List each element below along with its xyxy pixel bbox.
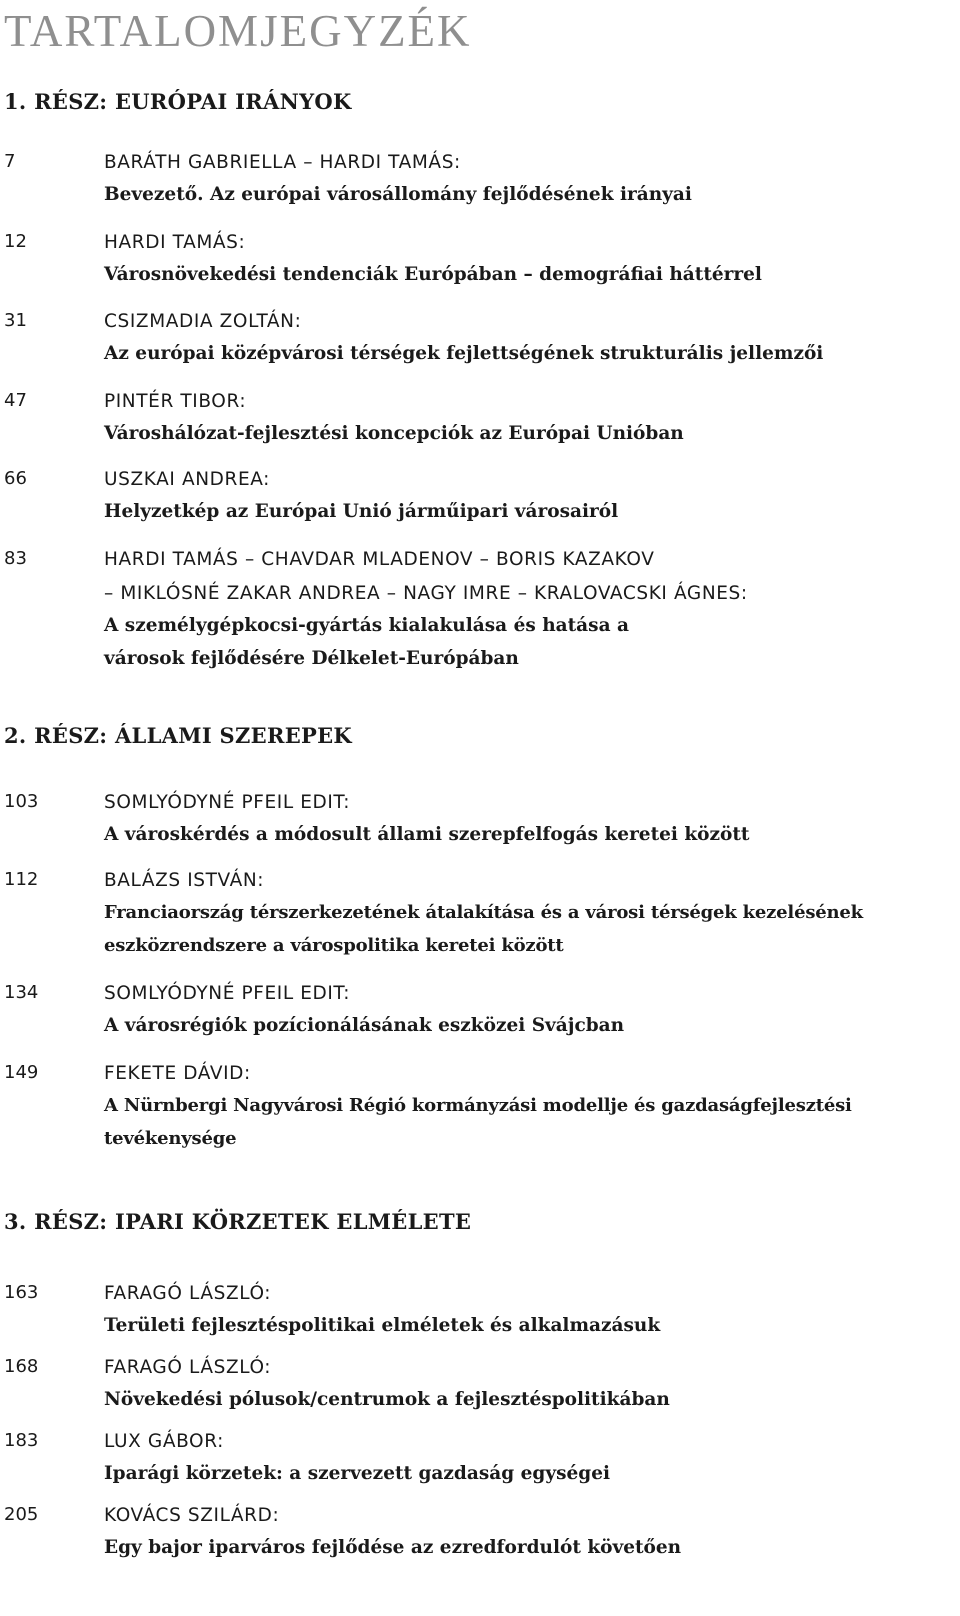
page-number: 168	[4, 1356, 39, 1377]
page-number: 112	[4, 869, 39, 890]
entry-authors: FARAGÓ LÁSZLÓ:	[104, 1283, 272, 1304]
entry-authors: HARDI TAMÁS:	[104, 232, 246, 253]
page-number: 163	[4, 1282, 39, 1303]
page-number: 103	[4, 791, 39, 812]
entry-title: Egy bajor iparváros fejlődése az ezredfordulót követően	[104, 1537, 682, 1558]
entry-title: Városhálózat-fejlesztési koncepciók az Európai Unióban	[104, 423, 684, 444]
entry-authors: KOVÁCS SZILÁRD:	[104, 1505, 280, 1526]
entry-title: Növekedési pólusok/centrumok a fejlesztéspolitikában	[104, 1389, 670, 1410]
entry-title: A városkérdés a módosult állami szerepfelfogás keretei között	[104, 824, 750, 845]
entry-authors: HARDI TAMÁS – CHAVDAR MLADENOV – BORIS KAZAKOV – MIKLÓSNÉ ZAKAR ANDREA – NAGY IMRE – KRALOVACSKI ÁGNES:	[104, 549, 748, 604]
entry-title: Franciaország térszerkezetének átalakítása és a városi térségek kezelésének eszközrendszere a várospolitika keretei között	[104, 902, 863, 956]
entry-title: Területi fejlesztéspolitikai elméletek és alkalmazásuk	[104, 1315, 661, 1336]
entry-title: Az európai középvárosi térségek fejlettségének strukturális jellemzői	[104, 343, 824, 364]
entry-title: A városrégiók pozícionálásának eszközei Svájcban	[104, 1015, 625, 1036]
page-number: 12	[4, 231, 27, 252]
page-number: 47	[4, 390, 27, 411]
part-heading-2: 2. RÉSZ: ÁLLAMI SZEREPEK	[4, 723, 352, 748]
page-number: 205	[4, 1504, 39, 1525]
page-number: 183	[4, 1430, 39, 1451]
page-number: 31	[4, 310, 27, 331]
entry-authors: USZKAI ANDREA:	[104, 469, 271, 490]
entry-authors: PINTÉR TIBOR:	[104, 391, 247, 412]
entry-authors: BARÁTH GABRIELLA – HARDI TAMÁS:	[104, 152, 461, 173]
part-heading-1: 1. RÉSZ: EURÓPAI IRÁNYOK	[4, 89, 352, 114]
entry-authors: SOMLYÓDYNÉ PFEIL EDIT:	[104, 792, 351, 813]
entry-authors: FARAGÓ LÁSZLÓ:	[104, 1357, 272, 1378]
page-title: TARTALOMJEGYZÉK	[4, 6, 472, 56]
part-heading-3: 3. RÉSZ: IPARI KÖRZETEK ELMÉLETE	[4, 1209, 472, 1234]
entry-authors: CSIZMADIA ZOLTÁN:	[104, 311, 302, 332]
page-number: 134	[4, 982, 39, 1003]
entry-title: A személygépkocsi-gyártás kialakulása és hatása a városok fejlődésére Délkelet-Európában	[104, 615, 630, 669]
page-number: 83	[4, 548, 27, 569]
page-number: 149	[4, 1062, 39, 1083]
entry-title: A Nürnbergi Nagyvárosi Régió kormányzási modellje és gazdaságfejlesztési tevékenysége	[104, 1095, 852, 1149]
entry-title: Bevezető. Az európai városállomány fejlődésének irányai	[104, 184, 692, 205]
entry-authors: BALÁZS ISTVÁN:	[104, 870, 265, 891]
entry-authors: FEKETE DÁVID:	[104, 1063, 251, 1084]
entry-title: Helyzetkép az Európai Unió járműipari városairól	[104, 501, 619, 522]
entry-authors: LUX GÁBOR:	[104, 1431, 224, 1452]
page-number: 7	[4, 151, 16, 172]
entry-authors: SOMLYÓDYNÉ PFEIL EDIT:	[104, 983, 351, 1004]
entry-title: Városnövekedési tendenciák Európában – demográfiai háttérrel	[104, 264, 762, 285]
entry-title: Iparági körzetek: a szervezett gazdaság egységei	[104, 1463, 610, 1484]
page-number: 66	[4, 468, 27, 489]
